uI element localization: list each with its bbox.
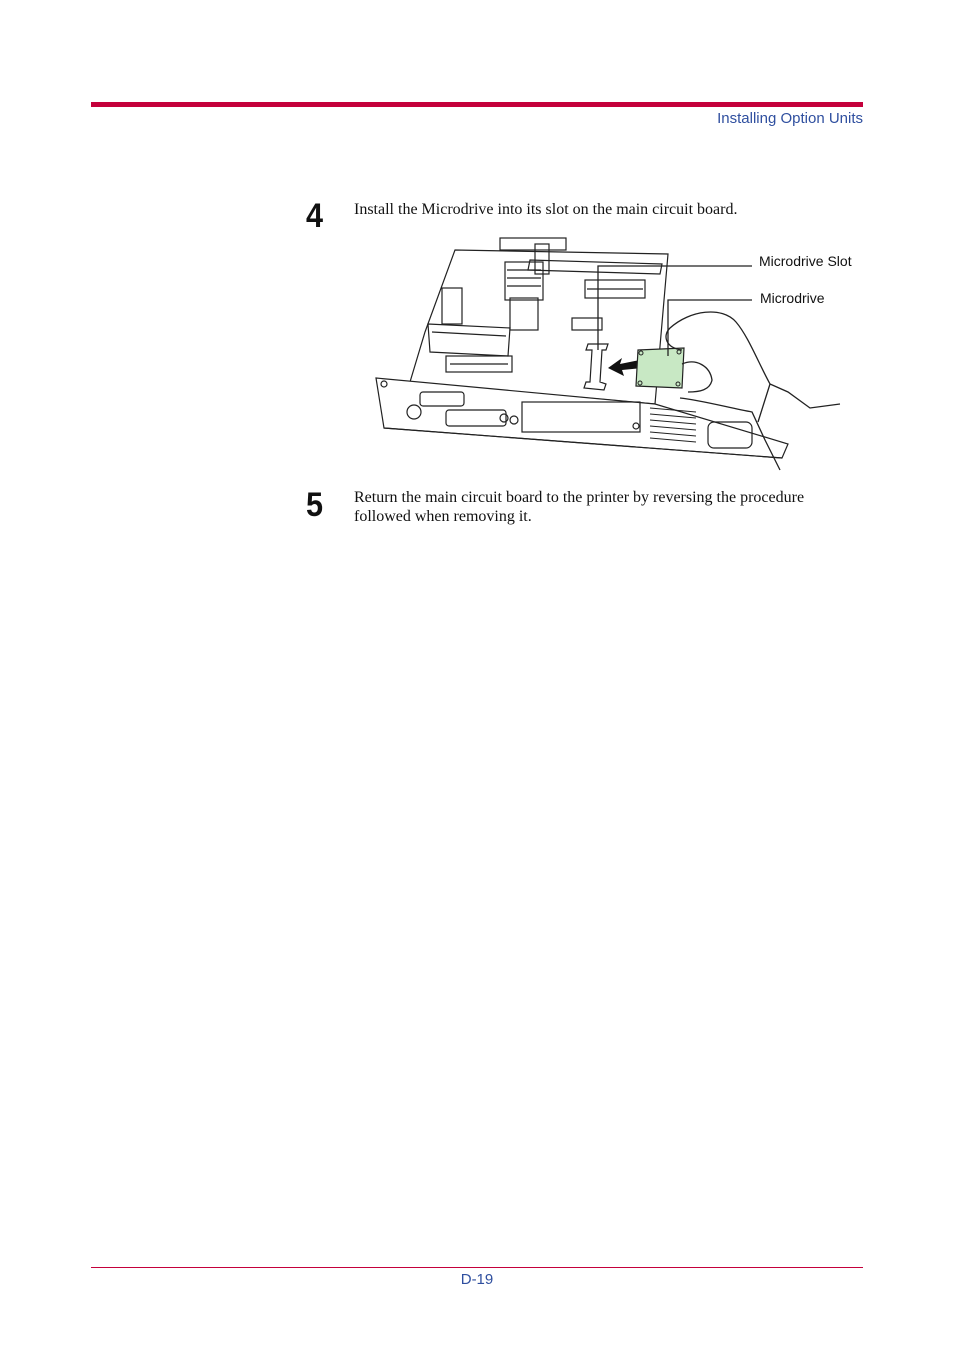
footer-rule [91, 1267, 863, 1268]
page-number: D-19 [460, 1271, 494, 1288]
microdrive-installation-figure [370, 232, 860, 472]
step-number-5: 5 [306, 486, 324, 524]
header-rule [91, 102, 863, 107]
section-title: Installing Option Units [717, 110, 863, 127]
step-text-4: Install the Microdrive into its slot on the main circuit board. [354, 201, 738, 218]
callout-microdrive: Microdrive [760, 290, 825, 306]
step-text-5: Return the main circuit board to the printer by reversing the procedure followed when removing it. [354, 489, 805, 525]
callout-microdrive-slot: Microdrive Slot [759, 253, 852, 269]
step-number-4: 4 [306, 197, 324, 235]
